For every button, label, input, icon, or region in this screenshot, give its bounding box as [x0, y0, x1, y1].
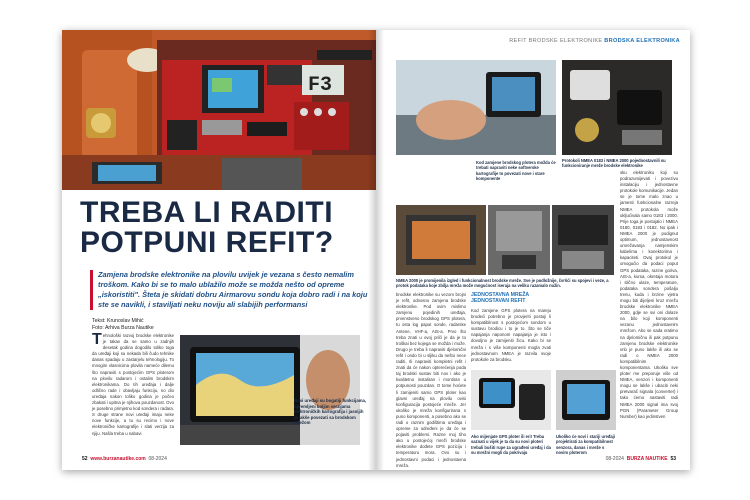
- photo-nmea-devices: [562, 60, 672, 155]
- left-page-number: 52: [82, 456, 88, 462]
- photo-network-wiring-1: [396, 205, 486, 275]
- photo-garmin-plotter: [556, 370, 616, 430]
- caption-mid: NMEA 2000 je promijenila izgled i funkcionalnost brodske mreže. Sve je podložnije, čvršći su spojevi i veze, a protok podataka koje zbilja mreža može mogućnost iseraja na veliku razamalo nužin.: [396, 278, 609, 289]
- dropcap: T: [92, 331, 102, 348]
- subhead-line-1: JEDNOSTAVNA MREŽA: [471, 292, 530, 298]
- article-title: [80, 198, 370, 258]
- footer-website: www.burzanautike.com: [90, 456, 146, 462]
- section-label-bold: BRODSKA ELEKTRONIKA: [604, 38, 680, 44]
- section-label: REFIT BRODSKE ELEKTRONIKE: [509, 38, 603, 44]
- credit-text: Tekst: Krunoslav Mihić: [92, 318, 144, 324]
- left-photo-caption: Novi uređaji su bogatiji funkcijama, opremljeni boljim verzijama elektroničkih kartografija i jasnijih je lakše povezati sa brodskom mrežom: [294, 398, 367, 426]
- photo-network-wiring-3: [552, 205, 614, 275]
- left-footer-issue: 08-2024: [148, 456, 167, 462]
- section-header: [509, 38, 680, 44]
- left-body-column: [92, 333, 174, 441]
- subhead-line-2: JEDNOSTAVAN REFIT: [471, 298, 526, 305]
- right-footer: [606, 456, 676, 462]
- footer-brand: BURZA NAUTIKE: [626, 456, 668, 462]
- right-body-column-2: Kod zamjene GPS plotera na mareju brodeći potrebno je provjeriti postoji li kompatibilnost s postojećom sondom u sustavu brodicu i to je to. Što se tiče napajanja naponom napajanja je isto i dovoljno je zamijeniti žicu. Kako bi se mreža i s više komponenti mogla zvati jednostavnom NMEA je razvila svoje protokole za brodsku.: [471, 308, 551, 362]
- photo-network-wiring-2: [488, 205, 550, 275]
- subhead: [471, 292, 571, 305]
- title-line-1: TREBA LI RADITI: [80, 196, 334, 229]
- left-footer: [82, 456, 167, 462]
- photo-plotter-screen: [180, 335, 360, 445]
- svg-text:F3: F3: [308, 74, 333, 97]
- credit-photo: Foto: Arhiva Burza Nautike: [92, 325, 154, 331]
- page-gutter: [368, 30, 384, 470]
- caption-top-mid: Kod zamjene brodskog plotera možda će trebati napraviti neke softverske kartografije to povezati nove i stare komponente: [476, 160, 556, 181]
- photo-plotter-installation: [396, 60, 556, 155]
- magazine-spread: [62, 30, 690, 470]
- caption-top-right: Protokoli NMEA 0183 i NMEA 2000 pojednostavnili su funkcioniranje mreže brodske elektronike: [562, 158, 666, 169]
- right-page-number: 53: [670, 456, 676, 462]
- left-body-text: ehnološki razvoj brodske elektronike je takav da se samo u zadnjih desetak godina dogodilo toliko toga da uređaji koji su nekada bili čudo tehnike danas spadaju u zastarjelu tehnologiju. To mnogim vlasnicima plovila nameće dilemu što napraviti s postojećim GPS ploterom na plovilu radarom i ostalim brodskim elektronikama. Do tih uređaja i dalje odlično rade i obavljaju funkciju, no dio uređaja nakon toliko godina je počeo zbakati i upitna je njihova pouzdanost. Ovo je posebno primjetno kod sondera i radara. S druge strane novi uređaji imaju neke nove funkcije, a tu su recimo i nove elektroničke kartografije i slati verzija za njiju. Našla treba u nabavi: [92, 333, 174, 436]
- article-lead: Zamjena brodske elektronike na plovilu uvijek je vezana s često nemalim troškom. Kako bi se to malo ublažilo može se možda nešto od opreme „iskoristiti". Šteta je skidati dobru Airmarovu sondu koja dobro radi i na koju ste se navikli, i staviljati neku noviju ali slabijih performansi: [90, 270, 376, 310]
- article-credits: [92, 318, 154, 332]
- title-line-2: POTPUNI REFIT?: [80, 226, 334, 259]
- hero-photo-boat-console: [62, 30, 376, 190]
- left-page: [62, 30, 376, 470]
- right-body-column-3: sku elektroniku koji su podrazumijevati i povezivu instalaciju i jednostavne protokole komunikacije. Jedan se je tome malo znao u jamesti funkcionalne razreja NMEA protokola može ukljućivala samo 0183 i 2000. Prije toga je postojalo i NMEA 0180, 0183 i 0182. No ipak i NMEA 2000 je podignut optimum, jednostavnost umrežavanja namjenskim kabelima i konektorima i kapaciteti. Ovaj protokol je omogućio da podaci poput GPS podataka, razine goriva, AIS-a, kursa, okretaja motora i slično ulaze, temperature, podataka sondera pošalju trenu, kuda i brzine vjetra mogu biti dijeljeni kroz mrežu brodske elektronike NMEA 2000, gdje se svi oni dolaze na bilo koji komponenti vezanu jednostavnim mrežom. Ako se sada vratimo na djelomičnu ili pak potpunu zamjenu brodske elektronike vrlo je puno lakše ili ako se radi o NMEA 2000 kompatibilnim komponentama. Ukoliko sve ploter me preporuje više od NMEA, senzori i komponenti mogu se lakše i ubaciti neki pretvarač signala (converter) i tako ćemo nastaviti radi NMEA 2000 signal ima svoj PGN (Parameter Group Number) kao jedinstven: [620, 170, 678, 419]
- caption-bottom-right: Ukoliko će novi i stariji uređaji projektirati za kompatibilnost senzora, danas i mreže s novim ploterom: [556, 434, 615, 455]
- photo-gps-units: [471, 370, 551, 430]
- right-page: [376, 30, 690, 470]
- right-body-column-1: brodske elektronike su vezom brojni je refit, odnosno zamjena brodske elektronike. Pod ovim mislimo zamjenu pojedinih uređaja, prvenstveno brodskog GPS plotera, tu osta log paput sonde, radarske Antene, VHF-a, AIS-a. Prvo što treba znati u ovoj priči je da je to troškai bez kojega se možda i može. Drugo je treba li napraviti djelomični refit i ondo bi u sljiku da nešto nece raditi. Ili napraviti kompletni refit i znati da će nakon opterećenja poda taj brodski sustav biti nov i ako je kvalitetno instaliran i montiran u potpunosti pouzdan. O tome hoćete li zamijeniti samo GPS ploter kao glavni uređaj na plovilu ovisi konfiguracija postojeće mreže. Jer ukoliko je mreža konfigurirana s puno komponenti, a posebno ako se radi o raznim godištima uređaja i opreme za određeni je da će se pojaviti problemi. Razne moj tiho ako u postojećoj mreži brodske elektronike dođete GPS poziciju i temperaturu mora. Ovo su i jednostavni podaci i jednostavna mreža.: [396, 292, 466, 468]
- caption-bottom-mid: Ako mijenjate GPS ploter ili eri! Treba saznati u vijek je ta da su novi ploteri trebali bušiti rupe za ugrađeni uređaj i da su mrežni mogli da pokrivaju: [471, 434, 551, 455]
- right-footer-issue: 08-2024: [605, 456, 624, 462]
